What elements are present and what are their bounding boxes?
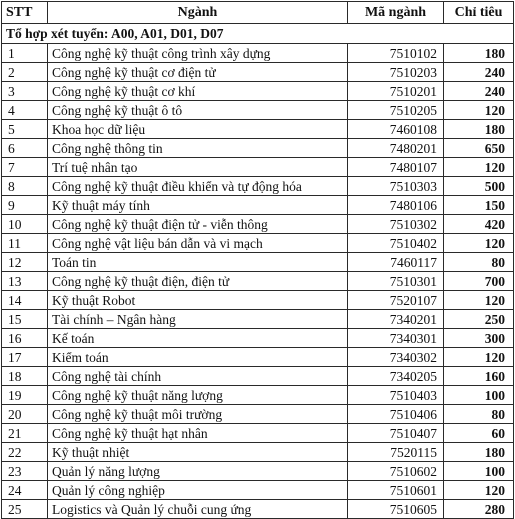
- row-major-name: Công nghệ kỹ thuật ô tô: [48, 101, 348, 120]
- row-major-code: 7480106: [348, 196, 444, 215]
- row-major-name: Kiểm toán: [48, 348, 348, 367]
- row-major-code: 7510102: [348, 44, 444, 63]
- row-quota: 650: [444, 139, 514, 158]
- row-major-name: Công nghệ kỹ thuật năng lượng: [48, 386, 348, 405]
- row-quota: 500: [444, 177, 514, 196]
- row-quota: 240: [444, 63, 514, 82]
- table-row: [2, 215, 514, 234]
- header-quota: Chỉ tiêu: [444, 2, 514, 24]
- table-row: [2, 272, 514, 291]
- row-major-name: Công nghệ kỹ thuật điều khiển và tự động hóa: [48, 177, 348, 196]
- row-major-code: 7510301: [348, 272, 444, 291]
- table-row: [2, 253, 514, 272]
- row-major-code: 7510402: [348, 234, 444, 253]
- row-major-name: Công nghệ kỹ thuật cơ điện tử: [48, 63, 348, 82]
- row-quota: 700: [444, 272, 514, 291]
- table-row: [2, 234, 514, 253]
- table-row: [2, 367, 514, 386]
- row-quota: 120: [444, 348, 514, 367]
- row-stt: 8: [2, 177, 48, 196]
- row-major-code: 7510303: [348, 177, 444, 196]
- row-major-name: Quản lý năng lượng: [48, 462, 348, 481]
- row-major-code: 7340201: [348, 310, 444, 329]
- row-quota: 120: [444, 481, 514, 500]
- table-row: [2, 443, 514, 462]
- row-stt: 22: [2, 443, 48, 462]
- table-row: [2, 348, 514, 367]
- table-row: [2, 120, 514, 139]
- table-row: [2, 405, 514, 424]
- row-major-code: 7510205: [348, 101, 444, 120]
- header-major: Ngành: [48, 2, 348, 24]
- table-row: [2, 310, 514, 329]
- admission-quota-table: [1, 1, 514, 519]
- table-row: [2, 196, 514, 215]
- row-stt: 3: [2, 82, 48, 101]
- row-stt: 10: [2, 215, 48, 234]
- row-major-code: 7340302: [348, 348, 444, 367]
- row-stt: 15: [2, 310, 48, 329]
- header-stt: STT: [2, 2, 48, 24]
- row-major-name: Khoa học dữ liệu: [48, 120, 348, 139]
- row-stt: 1: [2, 44, 48, 63]
- row-stt: 17: [2, 348, 48, 367]
- row-major-name: Công nghệ kỹ thuật môi trường: [48, 405, 348, 424]
- row-stt: 14: [2, 291, 48, 310]
- row-major-code: 7480201: [348, 139, 444, 158]
- row-quota: 120: [444, 101, 514, 120]
- row-quota: 100: [444, 386, 514, 405]
- row-major-name: Kỹ thuật Robot: [48, 291, 348, 310]
- row-major-code: 7460108: [348, 120, 444, 139]
- row-major-code: 7510406: [348, 405, 444, 424]
- row-major-code: 7510605: [348, 500, 444, 519]
- group-row: [2, 24, 514, 44]
- row-major-code: 7510601: [348, 481, 444, 500]
- row-stt: 4: [2, 101, 48, 120]
- row-stt: 6: [2, 139, 48, 158]
- row-quota: 240: [444, 82, 514, 101]
- row-quota: 160: [444, 367, 514, 386]
- row-stt: 11: [2, 234, 48, 253]
- group-label: Tổ hợp xét tuyển: A00, A01, D01, D07: [2, 24, 514, 44]
- table-row: [2, 177, 514, 196]
- header-code: Mã ngành: [348, 2, 444, 24]
- row-major-code: 7520107: [348, 291, 444, 310]
- row-major-code: 7480107: [348, 158, 444, 177]
- row-major-code: 7510403: [348, 386, 444, 405]
- row-quota: 80: [444, 253, 514, 272]
- row-quota: 280: [444, 500, 514, 519]
- header-row: [2, 2, 514, 24]
- row-major-code: 7340301: [348, 329, 444, 348]
- row-stt: 21: [2, 424, 48, 443]
- table-row: [2, 63, 514, 82]
- row-major-code: 7510407: [348, 424, 444, 443]
- row-major-name: Quản lý công nghiệp: [48, 481, 348, 500]
- row-major-name: Công nghệ tài chính: [48, 367, 348, 386]
- table-row: [2, 82, 514, 101]
- row-major-code: 7510302: [348, 215, 444, 234]
- row-major-code: 7520115: [348, 443, 444, 462]
- row-quota: 420: [444, 215, 514, 234]
- row-quota: 150: [444, 196, 514, 215]
- row-major-name: Công nghệ thông tin: [48, 139, 348, 158]
- row-major-name: Kế toán: [48, 329, 348, 348]
- table-row: [2, 139, 514, 158]
- row-quota: 60: [444, 424, 514, 443]
- row-major-name: Công nghệ vật liệu bán dẫn và vi mạch: [48, 234, 348, 253]
- row-major-code: 7510203: [348, 63, 444, 82]
- row-major-name: Logistics và Quản lý chuỗi cung ứng: [48, 500, 348, 519]
- table-row: [2, 386, 514, 405]
- table-row: [2, 44, 514, 63]
- row-stt: 16: [2, 329, 48, 348]
- row-stt: 18: [2, 367, 48, 386]
- table-row: [2, 101, 514, 120]
- table-row: [2, 424, 514, 443]
- row-major-name: Công nghệ kỹ thuật điện tử - viễn thông: [48, 215, 348, 234]
- row-major-name: Công nghệ kỹ thuật hạt nhân: [48, 424, 348, 443]
- row-quota: 120: [444, 158, 514, 177]
- row-stt: 13: [2, 272, 48, 291]
- table-row: [2, 481, 514, 500]
- row-quota: 80: [444, 405, 514, 424]
- row-quota: 180: [444, 44, 514, 63]
- row-major-name: Công nghệ kỹ thuật điện, điện tử: [48, 272, 348, 291]
- row-quota: 120: [444, 291, 514, 310]
- row-stt: 7: [2, 158, 48, 177]
- row-quota: 300: [444, 329, 514, 348]
- row-stt: 24: [2, 481, 48, 500]
- row-stt: 19: [2, 386, 48, 405]
- row-major-name: Kỹ thuật máy tính: [48, 196, 348, 215]
- table-row: [2, 329, 514, 348]
- row-major-name: Công nghệ kỹ thuật cơ khí: [48, 82, 348, 101]
- row-major-name: Tài chính – Ngân hàng: [48, 310, 348, 329]
- row-quota: 250: [444, 310, 514, 329]
- row-major-name: Toán tin: [48, 253, 348, 272]
- table-row: [2, 291, 514, 310]
- row-stt: 2: [2, 63, 48, 82]
- row-stt: 9: [2, 196, 48, 215]
- row-stt: 20: [2, 405, 48, 424]
- row-stt: 23: [2, 462, 48, 481]
- row-major-code: 7340205: [348, 367, 444, 386]
- row-major-code: 7510602: [348, 462, 444, 481]
- table-row: [2, 500, 514, 519]
- row-major-name: Kỹ thuật nhiệt: [48, 443, 348, 462]
- row-major-name: Trí tuệ nhân tạo: [48, 158, 348, 177]
- row-stt: 25: [2, 500, 48, 519]
- row-major-name: Công nghệ kỹ thuật công trình xây dựng: [48, 44, 348, 63]
- row-stt: 12: [2, 253, 48, 272]
- row-quota: 180: [444, 443, 514, 462]
- row-quota: 180: [444, 120, 514, 139]
- table-row: [2, 462, 514, 481]
- table-row: [2, 158, 514, 177]
- row-major-code: 7460117: [348, 253, 444, 272]
- row-quota: 100: [444, 462, 514, 481]
- row-stt: 5: [2, 120, 48, 139]
- row-quota: 120: [444, 234, 514, 253]
- row-major-code: 7510201: [348, 82, 444, 101]
